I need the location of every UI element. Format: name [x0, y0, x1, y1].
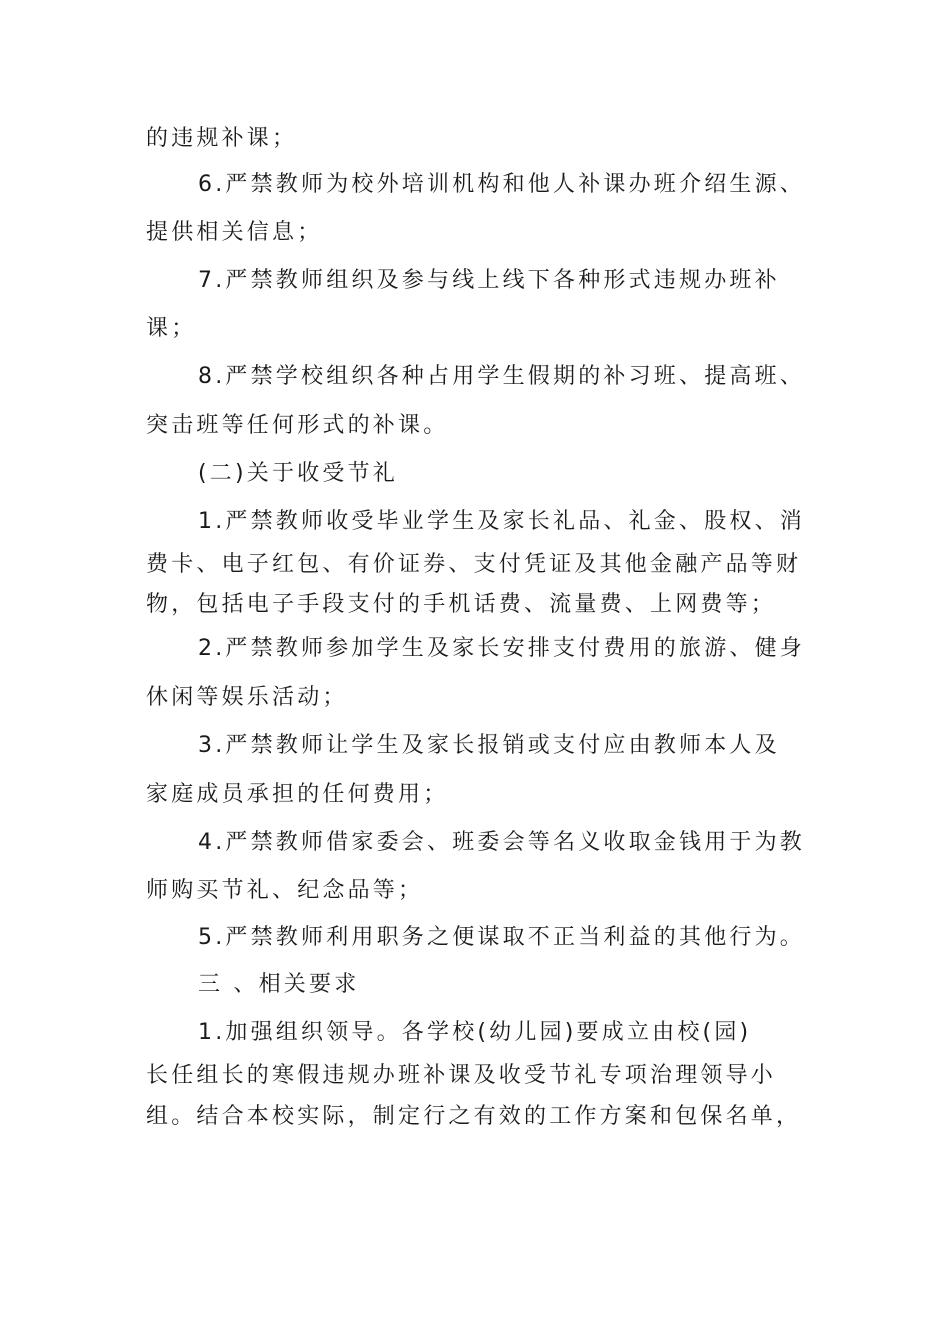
- section-heading: 三 、相关要求: [198, 972, 360, 997]
- text-line: 8.严禁学校组织各种占用学生假期的补习班、提高班、: [198, 364, 805, 389]
- text-line: 2.严禁教师参加学生及家长安排支付费用的旅游、健身: [198, 636, 805, 661]
- text-line: 课；: [146, 316, 197, 341]
- text-line: 6.严禁教师为校外培训机构和他人补课办班介绍生源、: [198, 172, 805, 197]
- text-line: 休闲等娱乐活动；: [146, 685, 348, 710]
- text-line: 家庭成员承担的任何费用；: [146, 782, 449, 807]
- text-line: 突击班等任何形式的补课。: [146, 413, 449, 438]
- text-line: 师购买节礼、纪念品等；: [146, 878, 424, 903]
- text-line: 费卡、电子红包、有价证券、支付凭证及其他金融产品等财: [146, 552, 802, 577]
- text-line: 1.严禁教师收受毕业学生及家长礼品、礼金、股权、消: [198, 509, 805, 534]
- text-line: 提供相关信息；: [146, 220, 323, 245]
- text-line: 5.严禁教师利用职务之便谋取不正当利益的其他行为。: [198, 925, 805, 950]
- section-heading: (二)关于收受节礼: [198, 461, 398, 486]
- text-line: 长任组长的寒假违规办班补课及收受节礼专项治理领导小: [146, 1063, 777, 1088]
- text-line: 的违规补课；: [146, 126, 298, 151]
- text-line: 1.加强组织领导。各学校(幼儿园)要成立由校(园): [198, 1020, 752, 1045]
- text-line: 4.严禁教师借家委会、班委会等名义收取金钱用于为教: [198, 830, 805, 855]
- text-line: 7.严禁教师组织及参与线上线下各种形式违规办班补: [198, 268, 780, 293]
- text-line: 物，包括电子手段支付的手机话费、流量费、上网费等；: [146, 592, 777, 617]
- text-line: 3.严禁教师让学生及家长报销或支付应由教师本人及: [198, 733, 780, 758]
- text-line: 组。结合本校实际，制定行之有效的工作方案和包保名单，: [146, 1104, 802, 1129]
